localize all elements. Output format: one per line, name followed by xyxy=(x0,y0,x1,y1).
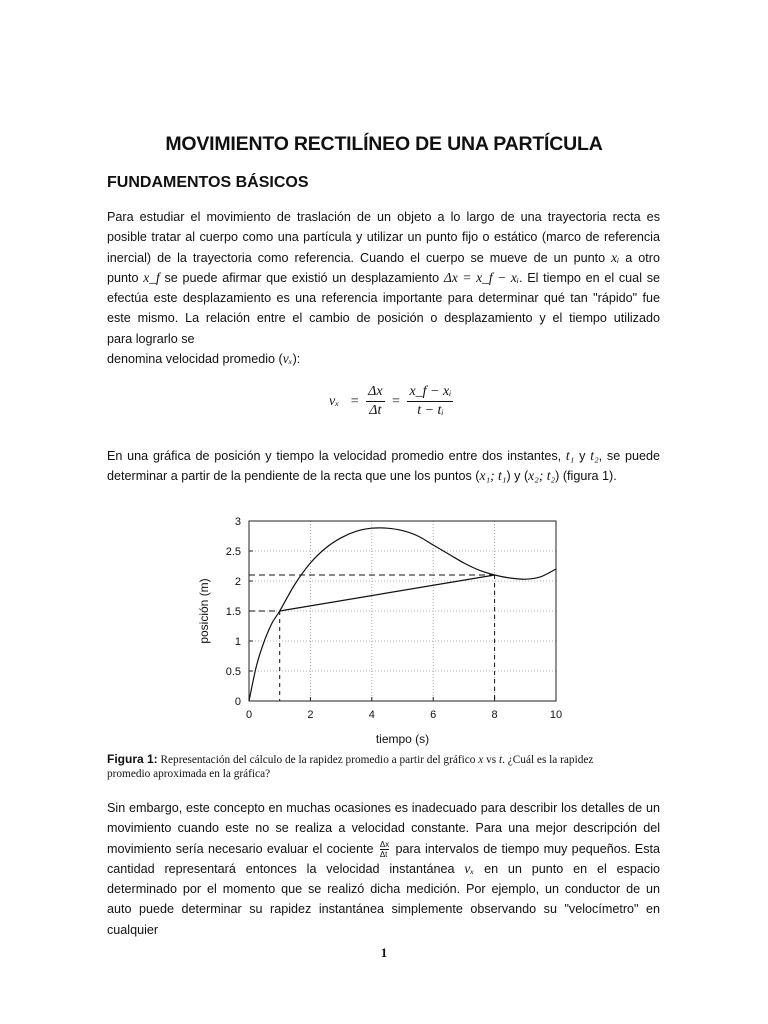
y-tick-label: 3 xyxy=(234,516,241,528)
text-line: efectúa este desplazamiento es una referencia importante para determinar qué tan "rápido" fue xyxy=(107,291,660,306)
text-line: este mismo. La relación entre el cambio de posición o desplazamiento y el tiempo utilizado xyxy=(107,311,660,326)
text-line: cualquier xyxy=(107,922,159,937)
text-line: posible tratar al cuerpo como una partícula y utilizar un punto fijo o estático (marco de referencia xyxy=(107,230,660,245)
position-time-chart xyxy=(190,505,575,755)
text-line: En una gráfica de posición y tiempo la velocidad promedio entre dos instantes, t₁ y t₂, se puede xyxy=(107,448,660,463)
x-axis-label: tiempo (s) xyxy=(375,732,430,746)
series-position-curve xyxy=(249,528,556,701)
x-tick-label: 8 xyxy=(491,709,498,721)
section-heading: FUNDAMENTOS BÁSICOS xyxy=(107,174,309,191)
y-tick-label: 1 xyxy=(234,636,241,648)
fraction-delta: $\frac{\Delta x}{\Delta t}$ xyxy=(368,384,383,418)
y-tick-label: 0 xyxy=(234,696,241,708)
text-line: movimiento sería necesario evaluar el cociente $\frac{\Delta x}{\Delta t}$ para intervalos de tiempo muy pequeños. Esta xyxy=(107,839,661,859)
text-line: Sin embargo, este concepto en muchas ocasiones es inadecuado para describir los detalles de un xyxy=(107,801,660,815)
y-tick-label: 2 xyxy=(234,576,241,588)
average-velocity-formula: vₓ = $\frac{\Delta x}{\Delta t}$ = $\frac{\text{x\_f − xᵢ}}{\text{t − tᵢ}}$ xyxy=(329,384,452,418)
page-title: MOVIMIENTO RECTILÍNEO DE UNA PARTÍCULA xyxy=(165,133,603,155)
text-line: cantidad representará entonces la velocidad instantánea vₓ en un punto en el espacio xyxy=(107,860,661,876)
y-axis-label: posición (m) xyxy=(197,578,211,644)
series-secant-line xyxy=(280,575,495,611)
text-line: punto x_f se puede afirmar que existió un desplazamiento Δx = x_f − xᵢ. El tiempo en el cual se xyxy=(107,269,661,285)
paragraph-graph-intro xyxy=(107,446,660,487)
x-tick-label: 4 xyxy=(368,709,375,721)
paragraph-intro xyxy=(107,207,660,369)
x-tick-label: 0 xyxy=(245,709,253,721)
text-line: inercial) de la trayectoria como referencia. Cuando el cuerpo se mueve de un punto xᵢ a otro xyxy=(107,249,660,265)
figure-caption: Figura 1: Representación del cálculo de la rapidez promedio a partir del gráfico x vs t. ¿Cuál es la rapidez promedio aproximada en la gráfica? xyxy=(107,752,594,780)
y-tick-label: 0.5 xyxy=(225,666,241,678)
text-line: determinar a partir de la pendiente de la recta que une los puntos (x₁; t₁) y (x₂; t₂) (figura 1). xyxy=(107,468,617,484)
x-tick-label: 2 xyxy=(307,709,314,721)
text-line: determinado por el momento que se realizó dicha medición. Por ejemplo, un conductor de un xyxy=(107,882,660,897)
small-fraction: $\frac{\Delta x}{\Delta t}$ xyxy=(379,839,390,859)
text-line: auto puede determinar su rapidez instantánea simplemente observando su "velocímetro" en xyxy=(107,902,660,917)
text-line: Para estudiar el movimiento de traslación de un objeto a lo largo de una trayectoria recta es xyxy=(107,210,660,224)
caption-label: Figura 1: xyxy=(107,752,158,766)
page-number: 1 xyxy=(380,945,388,960)
text-line: para lograrlo se xyxy=(107,331,195,346)
x-tick-label: 6 xyxy=(430,709,437,721)
fraction-positions: $\frac{\text{x\_f − xᵢ}}{\text{t − tᵢ}}$ xyxy=(409,384,452,418)
x-tick-label: 10 xyxy=(549,709,563,721)
y-tick-label: 1.5 xyxy=(225,606,241,618)
paragraph-instantaneous xyxy=(107,798,660,940)
text-line: denomina velocidad promedio (vₓ): xyxy=(107,351,301,367)
y-tick-label: 2.5 xyxy=(225,546,241,558)
text-line: movimiento cuando este no se realiza a velocidad constante. Para una mejor descripción del xyxy=(107,821,660,836)
